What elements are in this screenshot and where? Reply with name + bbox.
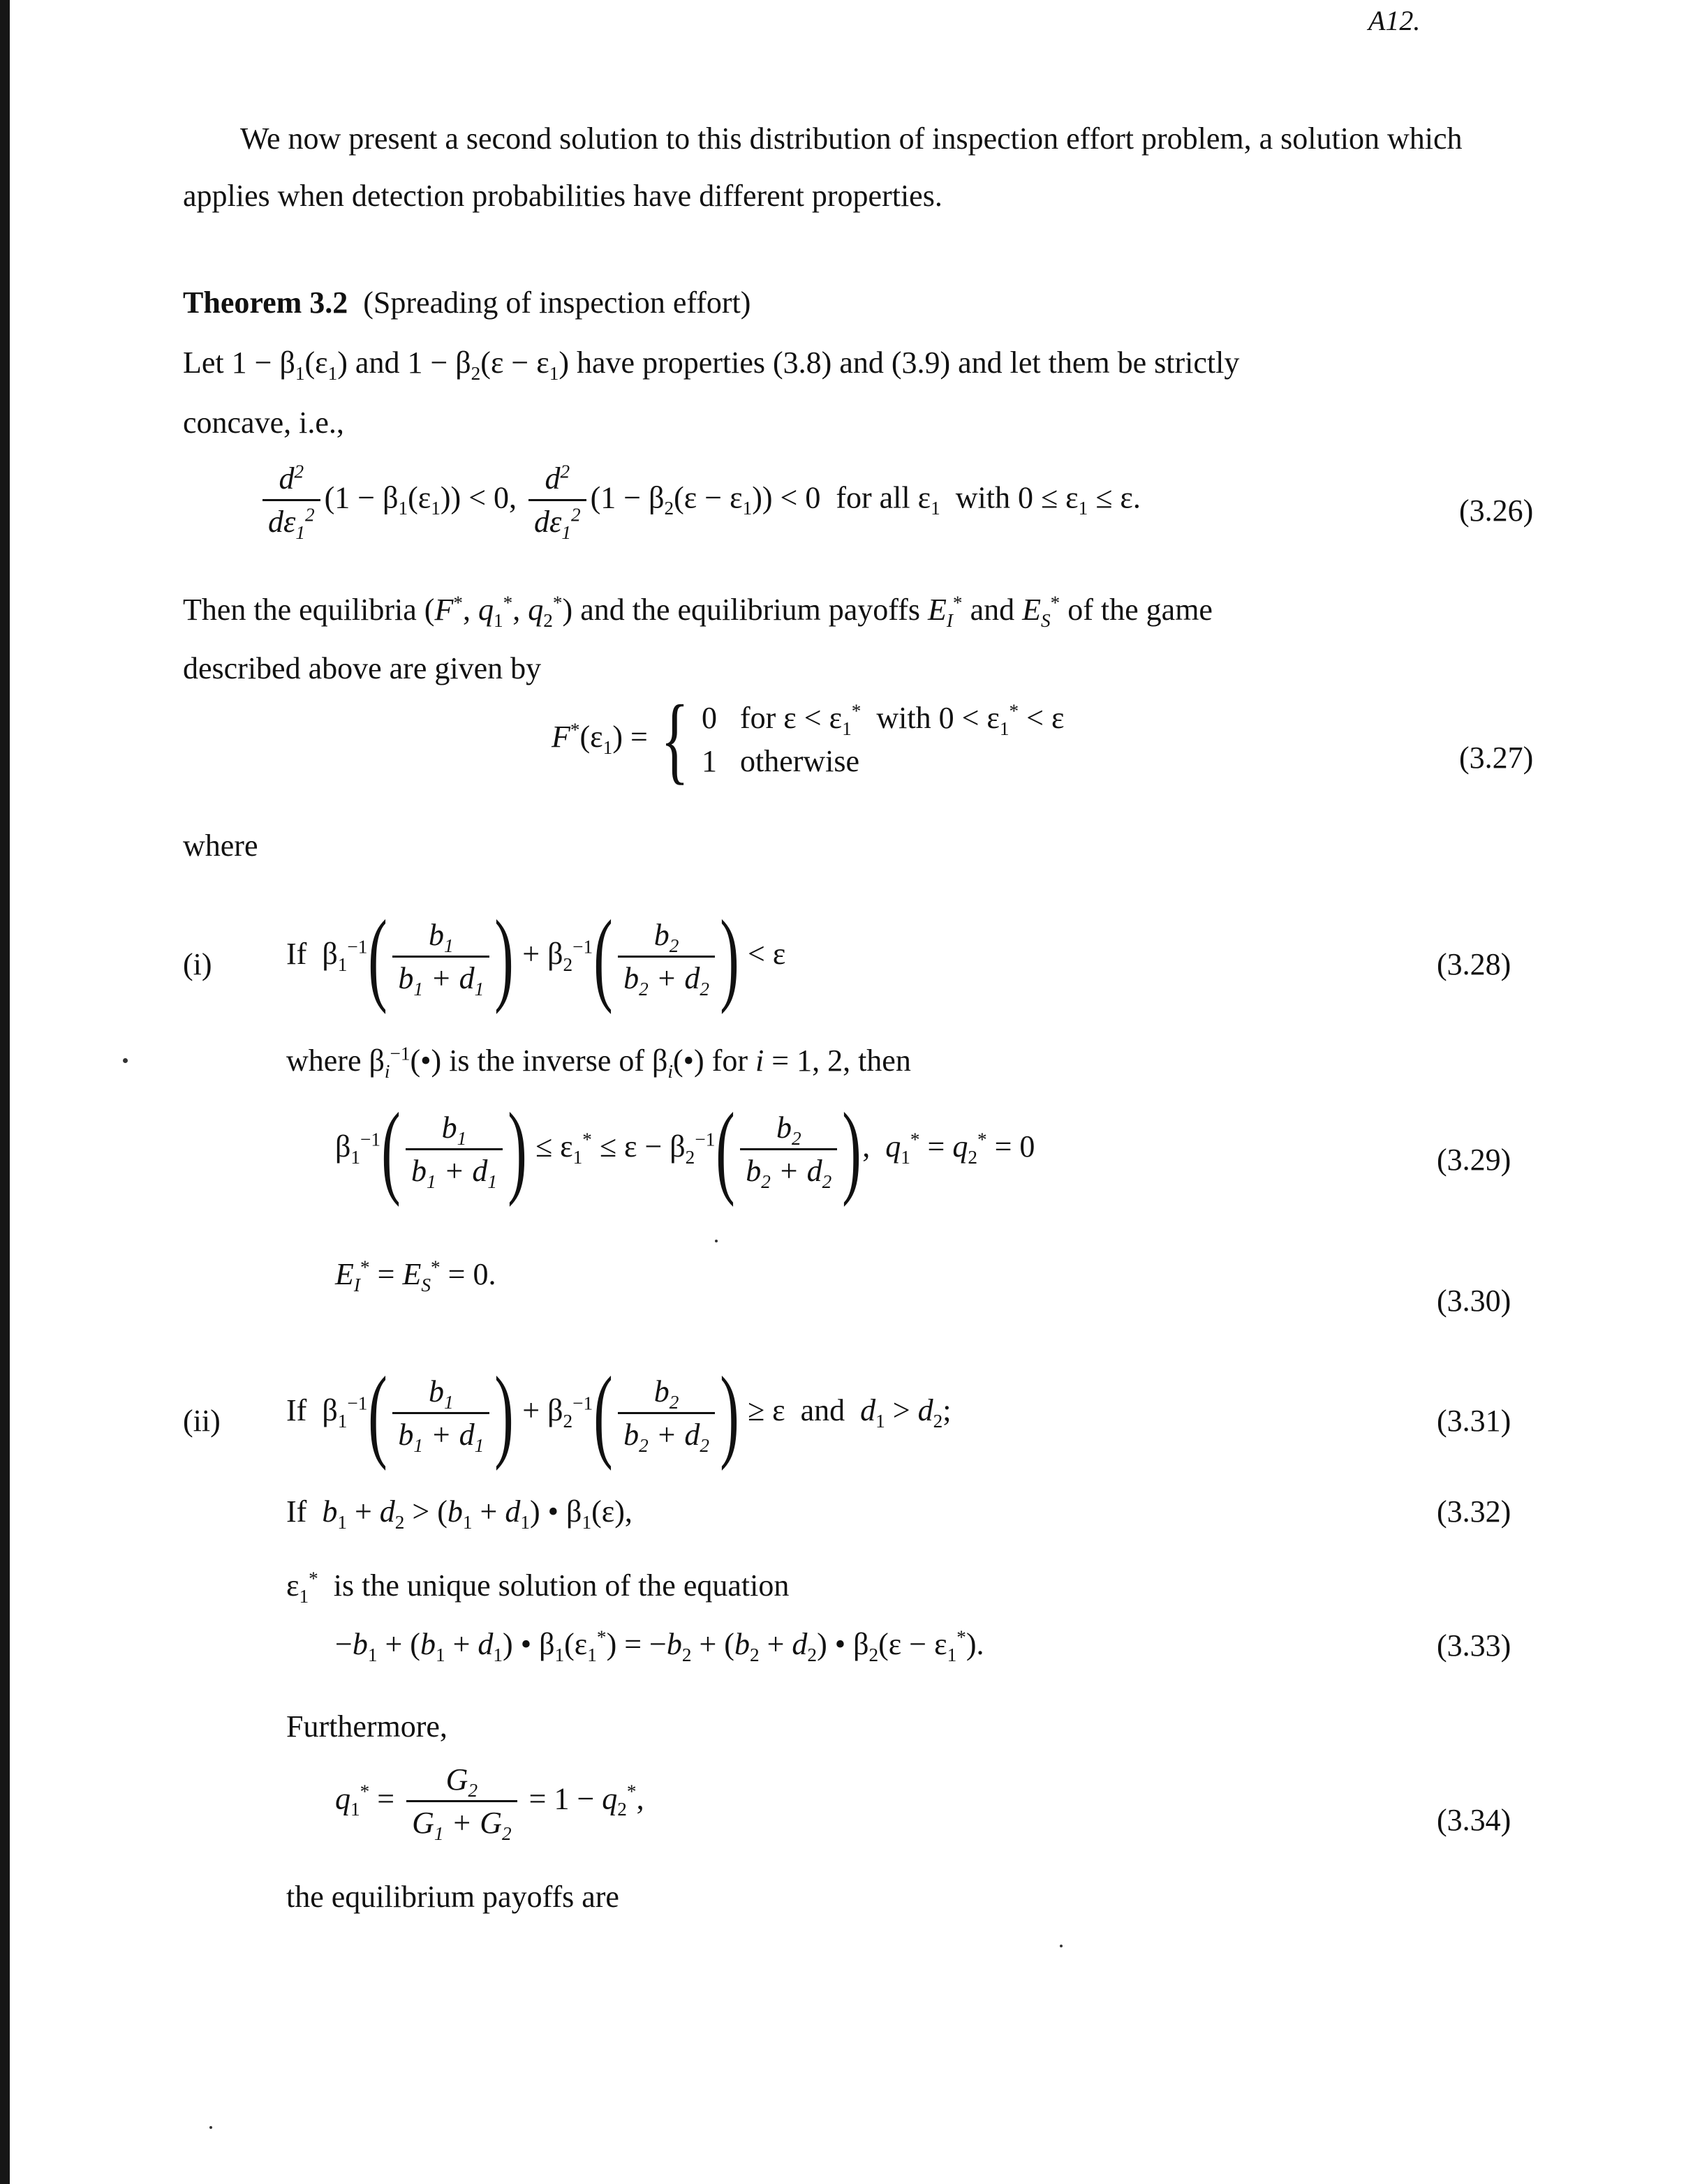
- case-otherwise-text: otherwise: [739, 744, 860, 778]
- for-all-text: for all: [836, 480, 910, 515]
- let-word: Let: [183, 346, 224, 380]
- then-text-4: of the game: [1067, 593, 1213, 627]
- intro-paragraph: We now present a second solution to this distribution of inspection effort problem, a solution which applies when detection probabilities have different properties.: [183, 121, 1463, 213]
- equation-number-3-26: (3.26): [1459, 493, 1534, 528]
- equation-3-29: $\beta_1^{-1}$( $\frac{b_1}{b_1 + d_1}$ ) ≤ $\varepsilon_1^* \le \varepsilon - \beta_2^{-1}$( $\frac{b_2}{b_2 + d_2}$ ), $q_1^* = q_2^* = 0$: [335, 1092, 1035, 1208]
- with-text: with: [955, 480, 1010, 515]
- payoffs-text: the equilibrium payoffs are: [286, 1880, 619, 1914]
- equation-number-3-31: (3.31): [1437, 1404, 1511, 1438]
- equation-3-33: $-b_1 + (b_1 + d_1)$ • $\beta_1(\varepsilon_1^*) = -b_2 + (b_2 + d_2)$ • $\beta_2(\varepsilon - \varepsilon_1^*)$.: [335, 1626, 984, 1665]
- furthermore-text: Furthermore,: [286, 1709, 448, 1744]
- theorem-statement: [183, 345, 1239, 382]
- and-text: and: [800, 1393, 845, 1428]
- case-for-text: for: [739, 701, 776, 735]
- equation-3-27: $F^*(\varepsilon_1)$ = { 0 for $\varepsilon < \varepsilon_1^*$ with $0 < \varepsilon_1^* < \varepsilon$ 1 otherwise: [552, 685, 1065, 794]
- if-text-2: If: [286, 1393, 307, 1428]
- scan-speck: [209, 2126, 212, 2129]
- equation-3-28: If $\beta_1^{-1}$( $\frac{b_1}{b_1 + d_1}$ ) + $\beta_2^{-1}$( $\frac{b_2}{b_2 + d_2}$ ) < ε: [286, 899, 786, 1015]
- then-text-3: and: [970, 593, 1015, 627]
- scan-speck: [715, 1240, 718, 1242]
- then-statement: Then the equilibria (F*, $q_1^*$, $q_2^*$) and the equilibrium payoffs $E_I^*$ and $E_S^*$ of the game: [183, 592, 1213, 631]
- equation-3-30: $E_I^* = E_S^* = 0$.: [335, 1256, 496, 1295]
- inverse-where: where: [286, 1043, 362, 1078]
- unique-text: is the unique solution of the equation: [333, 1568, 790, 1603]
- equation-number-3-32: (3.32): [1437, 1494, 1511, 1529]
- then-text-1: Then the equilibria: [183, 593, 417, 627]
- equation-number-3-28: (3.28): [1437, 947, 1511, 981]
- inverse-end: = 1, 2, then: [771, 1043, 911, 1078]
- equation-3-26: $\frac{d^2}{d\varepsilon_1^2}$ $(1 - \beta_1(\varepsilon_1)) < 0$, $\frac{d^2}{d\varepsilon_1^2}$ $(1 - \beta_2(\varepsilon - \varepsilon_1)) < 0$ for all $\varepsilon_1$ with $0 \le \varepsilon_1 \le \varepsilon$.: [258, 461, 1141, 541]
- theorem-heading: [183, 285, 750, 322]
- case-i-marker: (i): [183, 947, 212, 981]
- where-text: where: [183, 829, 258, 863]
- case-ii-marker: (ii): [183, 1404, 221, 1438]
- then-text-2: and the equilibrium payoffs: [580, 593, 920, 627]
- inverse-statement: where $\beta_i^{-1}(•)$ is the inverse of $\beta_i(•)$ for i = 1, 2, then: [286, 1043, 911, 1082]
- equation-3-34: $q_1^*$ = $\frac{G_2}{G_1 + G_2}$ = $1 - q_2^*$,: [335, 1762, 644, 1844]
- theorem-subtitle: (Spreading of inspection effort): [363, 285, 751, 320]
- math-detprob-1: $1 - \beta_1(\varepsilon_1)$: [231, 346, 348, 384]
- equation-3-32: If $b_1 + d_2 > (b_1 + d_1)$ • $\beta_1(\varepsilon)$,: [286, 1494, 633, 1533]
- properties-text: have properties (3.8) and (3.9) and let them be strictly: [577, 346, 1240, 380]
- equation-number-3-30: (3.30): [1437, 1284, 1511, 1318]
- math-detprob-2: $1 - \beta_2(\varepsilon - \varepsilon_1)$: [407, 346, 570, 384]
- inverse-mid: is the inverse of: [449, 1043, 645, 1078]
- equation-3-31: If $\beta_1^{-1}$( $\frac{b_1}{b_1 + d_1}$ ) + $\beta_2^{-1}$( $\frac{b_2}{b_2 + d_2}$ ) ≥ ε and $d_1 > d_2$;: [286, 1355, 952, 1471]
- concave-text: concave, i.e.,: [183, 406, 344, 440]
- equation-number-3-34: (3.34): [1437, 1803, 1511, 1837]
- scan-left-edge: [0, 0, 10, 2184]
- scan-speck: [1060, 1945, 1063, 1947]
- equation-number-3-27: (3.27): [1459, 741, 1534, 775]
- if-text-3: If: [286, 1494, 307, 1529]
- if-text: If: [286, 937, 307, 972]
- and-word: and: [355, 346, 400, 380]
- unique-statement: $\varepsilon_1^*$ is the unique solution of the equation: [286, 1568, 790, 1607]
- scan-speck: [123, 1058, 128, 1063]
- described-text: described above are given by: [183, 651, 542, 685]
- theorem-title: Theorem 3.2: [183, 285, 348, 320]
- equation-number-3-33: (3.33): [1437, 1628, 1511, 1663]
- equation-number-3-29: (3.29): [1437, 1143, 1511, 1177]
- page-label: A12.: [1368, 5, 1421, 36]
- case-with-text: with: [876, 701, 931, 735]
- inverse-for: for: [711, 1043, 748, 1078]
